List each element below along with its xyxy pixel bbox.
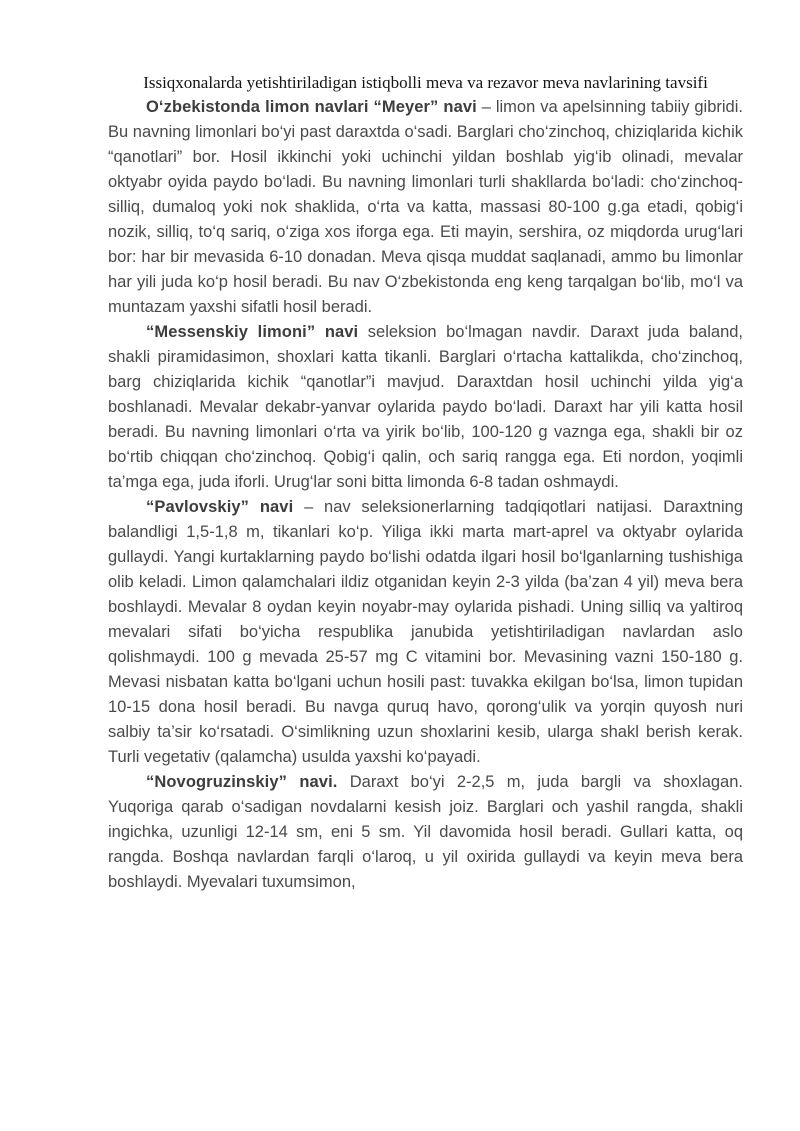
paragraph-text: – nav seleksionerlarning tadqiqotlari natijasi. Daraxtning balandligi 1,5-1,8 m, tikanlari ko‘p. Yiliga ikki marta mart-aprel va oktyabr oylarida gullaydi. Yangi kurtaklarning paydo bo‘lishi odatda ilgari hosil bo‘lganlarning tushishiga olib keladi. Limon qalamchalari ildiz otganidan keyin 2-3 yilda (ba’zan 4 yil) meva bera boshlaydi. Mevalar 8 oydan keyin noyabr-may oylarida pishadi. Uning silliq va yaltiroq mevalari sifati bo‘yicha respublika janubida yetishtiriladigan navlardan aslo qolishmaydi. 100 g mevada 25-57 mg C vitamini bor. Mevasining vazni 150-180 g. Mevasi nisbatan katta bo‘lgani uchun hosili past: tuvakka ekilgan bo‘lsa, limon tupidan 10-15 dona hosil beradi. Bu navga quruq havo, qorong‘ulik va yorqin quyosh nuri salbiy ta’sir ko‘rsatadi. O‘simlikning uzun shoxlarini kesib, ularga shakl berish kerak. Turli vegetativ (qalamcha) usulda yaxshi ko‘payadi. bbox=[108, 498, 744, 766]
document-body bbox=[108, 95, 743, 895]
paragraph-meyer bbox=[108, 95, 743, 320]
paragraph-novogruzinskiy bbox=[108, 770, 743, 895]
paragraph-text: seleksion bo‘lmagan navdir. Daraxt juda baland, shakli piramidasimon, shoxlari katta tikanli. Barglari o‘rtacha kattalikda, cho‘zinchoq, barg chiziqlarida kichik “qanotlar”i mavjud. Daraxtdan hosil uchinchi yilda yig‘a boshlanadi. Mevalar dekabr-yanvar oylarida paydo bo‘ladi. Daraxt har yili katta hosil beradi. Bu navning limonlari o‘rta va yirik bo‘lib, 100-120 g vaznga ega, shakli bir oz bo‘rtib chiqqan cho‘zinchoq. Qobig‘i qalin, och sariq rangga ega. Eti nordon, yoqimli ta’mga ega, juda iforli. Urug‘lar soni bitta limonda 6-8 tadan oshmaydi. bbox=[108, 323, 744, 491]
paragraph-text: Daraxt bo‘yi 2-2,5 m, juda bargli va shoxlagan. Yuqoriga qarab o‘sadigan novdalarni kesish joiz. Barglari och yashil rangda, shakli ingichka, uzunligi 12-14 sm, eni 5 sm. Yil davomida hosil beradi. Gullari katta, oq rangda. Boshqa navlardan farqli o‘laroq, u yil oxirida gullaydi va keyin meva bera boshlaydi. Myevalari tuxumsimon, bbox=[108, 773, 743, 891]
variety-heading-messenskiy: “Messenskiy limoni” navi bbox=[146, 323, 359, 341]
variety-heading-meyer: O‘zbekistonda limon navlari “Meyer” navi bbox=[146, 98, 477, 116]
paragraph-messenskiy bbox=[108, 320, 743, 495]
variety-heading-pavlovskiy: “Pavlovskiy” navi bbox=[146, 498, 305, 516]
paragraph-text: – limon va apelsinning tabiiy gibridi. Bu navning limonlari bo‘yi past daraxtda o‘sadi. Barglari cho‘zinchoq, chiziqlarida kichik “qanotlari” bor. Hosil ikkinchi yoki uchinchi yildan boshlab yig‘ib olinadi, mevalar oktyabr oyida paydo bo‘ladi. Bu navning limonlari turli shakllarda bo‘ladi: cho‘zinchoq-silliq, dumaloq yoki nok shaklida, o‘rta va katta, massasi 80-100 g.ga etadi, qobig‘i nozik, silliq, to‘q sariq, o‘ziga xos iforga ega. Eti mayin, sershira, oz miqdorda urug‘lari bor: har bir mevasida 6-10 donadan. Meva qisqa muddat saqlanadi, ammo bu limonlar har yili juda ko‘p hosil beradi. Bu nav O‘zbekistonda eng keng tarqalgan bo‘lib, mo‘l va muntazam yaxshi sifatli hosil beradi. bbox=[108, 98, 743, 316]
document-title: Issiqxonalarda yetishtiriladigan istiqbolli meva va rezavor meva navlarining tavsifi bbox=[143, 73, 708, 92]
variety-heading-novogruzinskiy: “Novogruzinskiy” navi. bbox=[146, 773, 338, 791]
paragraph-pavlovskiy bbox=[108, 495, 743, 770]
